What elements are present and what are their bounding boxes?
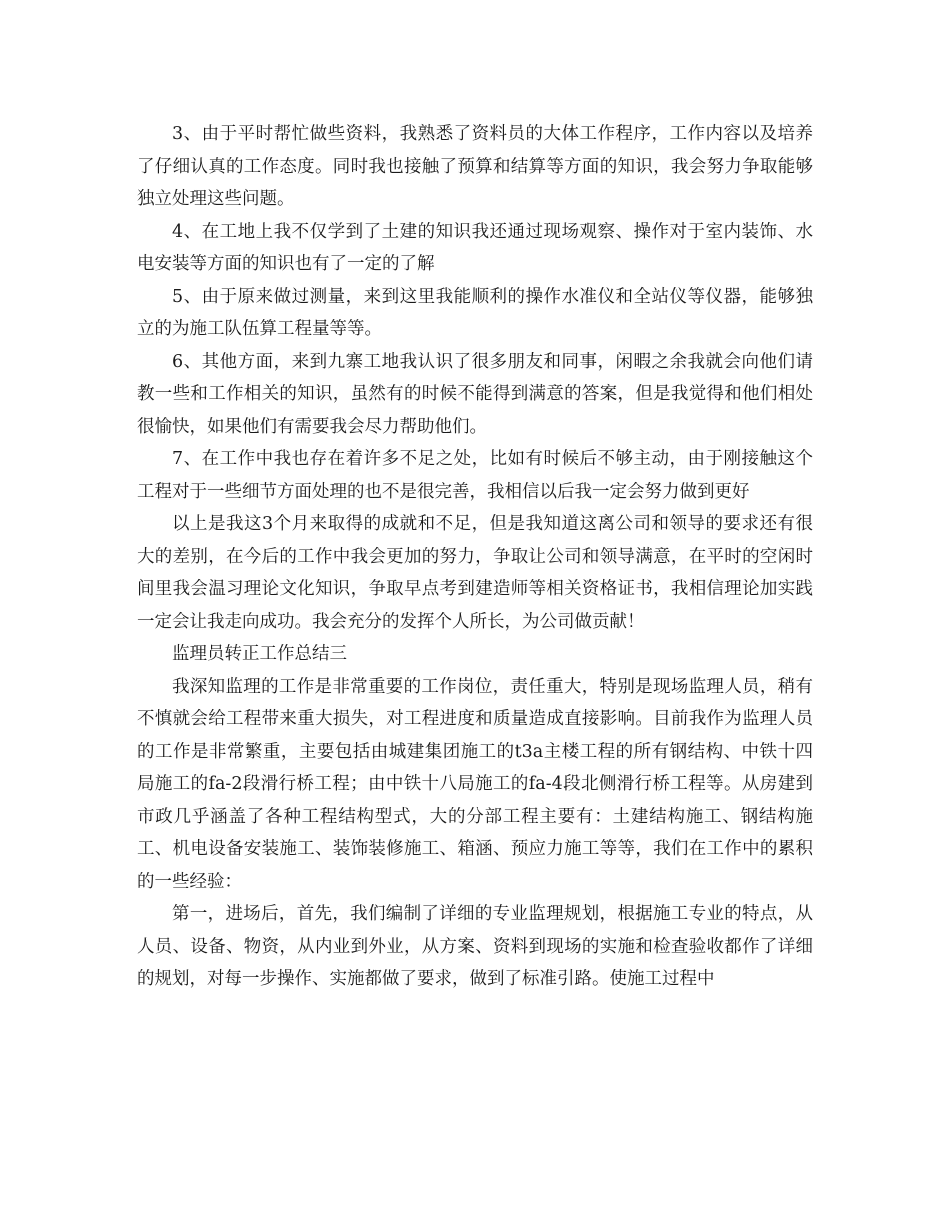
paragraph-item-6: 6、其他方面，来到九寨工地我认识了很多朋友和同事，闲暇之余我就会向他们请教一些和工作相关的知识，虽然有的时候不能得到满意的答案，但是我觉得和他们相处很愉快，如果他们有需要我会尽力帮助他们。 [137, 351, 813, 437]
document-body [137, 118, 813, 996]
paragraph-summary: 以上是我这3个月来取得的成就和不足，但是我知道这离公司和领导的要求还有很大的差别，在今后的工作中我会更加的努力，争取让公司和领导满意，在平时的空闲时间里我会温习理论文化知识，争取早点考到建造师等相关资格证书，我相信理论加实践一定会让我走向成功。我会充分的发挥个人所长，为公司做贡献！ [137, 514, 813, 632]
paragraph-first: 第一，进场后，首先，我们编制了详细的专业监理规划，根据施工专业的特点，从人员、设备、物资，从内业到外业，从方案、资料到现场的实施和检查验收都作了详细的规划，对每一步操作、实施都做了要求，做到了标准引路。使施工过程中 [137, 904, 813, 989]
paragraph-intro: 我深知监理的工作是非常重要的工作岗位，责任重大，特别是现场监理人员，稍有不慎就会给工程带来重大损失，对工程进度和质量造成直接影响。目前我作为监理人员的工作是非常繁重，主要包括由城建集团施工的t3a主楼工程的所有钢结构、中铁十四局施工的fa-2段滑行桥工程；由中铁十八局施工的fa-4段北侧滑行桥工程等。从房建到市政几乎涵盖了各种工程结构型式，大的分部工程主要有：土建结构施工、钢结构施工、机电设备安装施工、装饰装修施工、箱涵、预应力施工等等，我们在工作中的累积的一些经验： [137, 676, 813, 892]
paragraph-item-7: 7、在工作中我也存在着许多不足之处，比如有时候后不够主动，由于刚接触这个工程对于一些细节方面处理的也不是很完善，我相信以后我一定会努力做到更好 [137, 449, 813, 502]
section-heading: 监理员转正工作总结三 [172, 644, 347, 664]
paragraph-item-5: 5、由于原来做过测量，来到这里我能顺利的操作水准仪和全站仪等仪器，能够独立的为施工队伍算工程量等等。 [137, 286, 813, 339]
paragraph-item-4: 4、在工地上我不仅学到了土建的知识我还通过现场观察、操作对于室内装饰、水电安装等方面的知识也有了一定的了解 [137, 221, 813, 274]
paragraph-item-3: 3、由于平时帮忙做些资料，我熟悉了资料员的大体工作程序，工作内容以及培养了仔细认真的工作态度。同时我也接触了预算和结算等方面的知识，我会努力争取能够独立处理这些问题。 [137, 124, 813, 209]
